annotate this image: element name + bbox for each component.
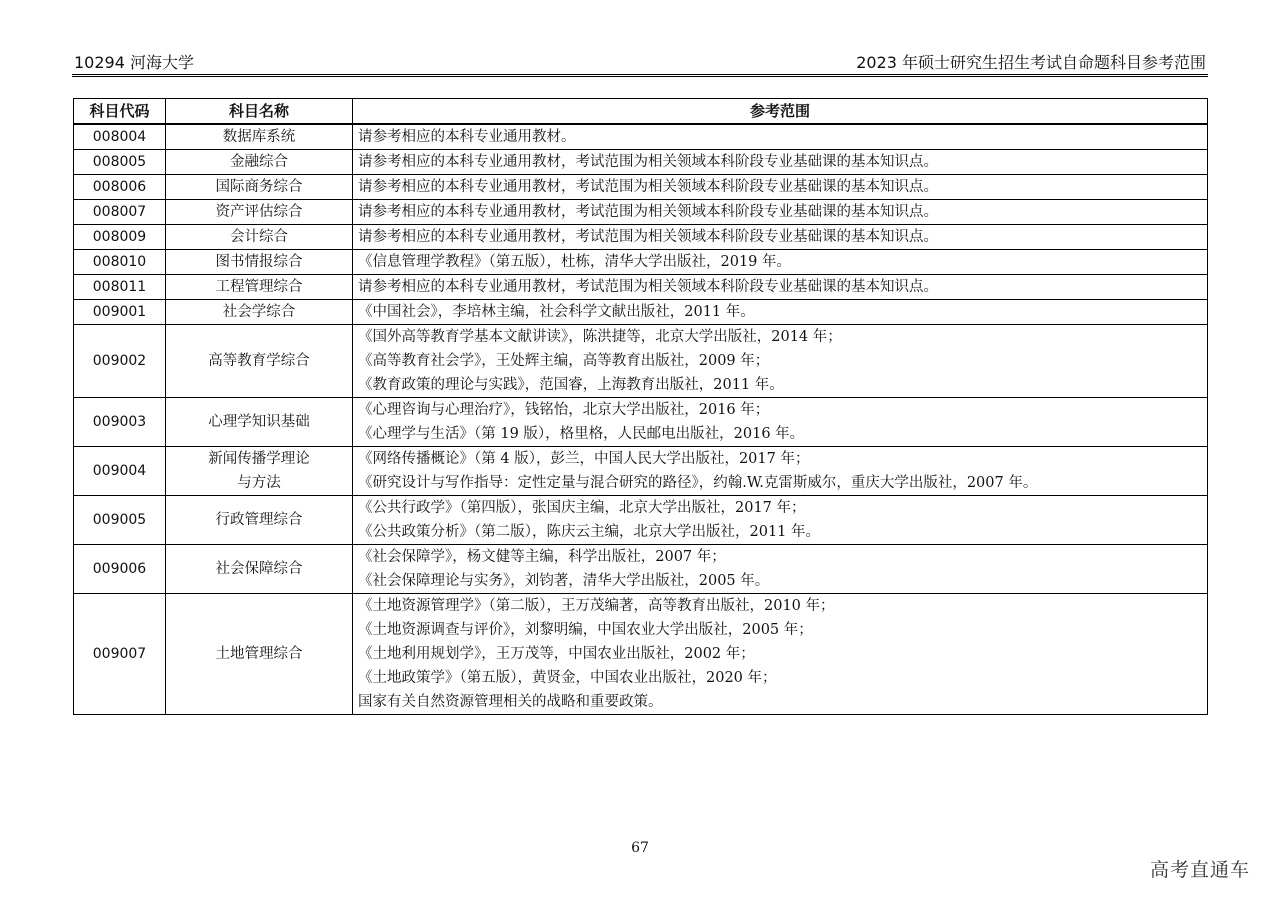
reference-line: 请参考相应的本科专业通用教材，考试范围为相关领域本科阶段专业基础课的基本知识点。 — [358, 204, 938, 220]
table-row — [74, 250, 1208, 275]
subject-code-cell: 009003 — [74, 398, 166, 447]
table-row — [74, 200, 1208, 225]
reference-table — [73, 98, 1208, 715]
reference-cell — [353, 124, 1208, 150]
subject-code-cell: 008010 — [74, 250, 166, 275]
reference-cell — [353, 150, 1208, 175]
subject-name-line: 国际商务综合 — [215, 179, 303, 195]
subject-name-line: 行政管理综合 — [215, 512, 303, 528]
table-row — [74, 300, 1208, 325]
subject-code-cell: 008011 — [74, 275, 166, 300]
reference-cell — [353, 545, 1208, 594]
subject-name-cell — [166, 325, 353, 398]
table-row — [74, 150, 1208, 175]
reference-line: 《高等教育社会学》，王处辉主编，高等教育出版社，2009 年； — [358, 353, 770, 369]
reference-cell — [353, 200, 1208, 225]
subject-name-cell — [166, 225, 353, 250]
column-header-reference: 参考范围 — [353, 99, 1208, 125]
reference-cell — [353, 447, 1208, 496]
watermark-text: 高考直通车 — [1149, 859, 1250, 881]
subject-name-line: 金融综合 — [230, 154, 288, 170]
reference-line: 《社会保障学》，杨文健等主编，科学出版社，2007 年； — [358, 549, 726, 565]
subject-name-line: 社会保障综合 — [215, 561, 303, 577]
subject-name-cell — [166, 594, 353, 715]
table-row — [74, 496, 1208, 545]
reference-cell — [353, 398, 1208, 447]
subject-name-line: 资产评估综合 — [215, 204, 303, 220]
subject-name-line: 新闻传播学理论 — [208, 451, 310, 467]
reference-cell — [353, 175, 1208, 200]
subject-code-cell: 008007 — [74, 200, 166, 225]
table-row — [74, 275, 1208, 300]
subject-code-cell: 009005 — [74, 496, 166, 545]
table-row — [74, 545, 1208, 594]
reference-line: 《中国社会》，李培林主编，社会科学文献出版社，2011 年。 — [358, 304, 755, 320]
table-row — [74, 175, 1208, 200]
subject-code-cell: 009004 — [74, 447, 166, 496]
subject-code-cell: 008005 — [74, 150, 166, 175]
table-header-row — [74, 99, 1208, 125]
table-row — [74, 225, 1208, 250]
page-number: 67 — [631, 840, 649, 856]
table-row — [74, 124, 1208, 150]
subject-name-cell — [166, 124, 353, 150]
subject-name-cell — [166, 200, 353, 225]
subject-name-cell — [166, 496, 353, 545]
reference-cell — [353, 594, 1208, 715]
reference-line: 请参考相应的本科专业通用教材。 — [358, 129, 576, 145]
reference-line: 《公共行政学》（第四版），张国庆主编，北京大学出版社，2017 年； — [358, 500, 806, 516]
table-row — [74, 325, 1208, 398]
reference-line: 《土地资源管理学》（第二版），王万茂编著，高等教育出版社，2010 年； — [358, 598, 835, 614]
subject-name-cell — [166, 275, 353, 300]
reference-line: 请参考相应的本科专业通用教材，考试范围为相关领域本科阶段专业基础课的基本知识点。 — [358, 154, 938, 170]
reference-line: 国家有关自然资源管理相关的战略和重要政策。 — [358, 694, 663, 710]
reference-line: 《公共政策分析》（第二版），陈庆云主编，北京大学出版社，2011 年。 — [358, 524, 821, 540]
column-header-name: 科目名称 — [166, 99, 353, 125]
subject-code-cell: 009001 — [74, 300, 166, 325]
subject-name-line: 高等教育学综合 — [208, 353, 310, 369]
subject-name-line: 图书情报综合 — [215, 254, 303, 270]
reference-line: 《教育政策的理论与实践》，范国睿，上海教育出版社，2011 年。 — [358, 377, 784, 393]
column-header-code: 科目代码 — [74, 99, 166, 125]
reference-line: 《信息管理学教程》（第五版），杜栋，清华大学出版社，2019 年。 — [358, 254, 792, 270]
table-row — [74, 398, 1208, 447]
reference-line: 《心理学与生活》（第 19 版），格里格，人民邮电出版社，2016 年。 — [358, 426, 805, 442]
subject-name-cell — [166, 545, 353, 594]
reference-line: 《土地利用规划学》，王万茂等，中国农业出版社，2002 年； — [358, 646, 755, 662]
reference-cell — [353, 225, 1208, 250]
reference-cell — [353, 325, 1208, 398]
subject-name-cell — [166, 175, 353, 200]
subject-name-cell — [166, 447, 353, 496]
subject-code-cell: 008009 — [74, 225, 166, 250]
header-institution: 10294 河海大学 — [74, 53, 194, 72]
reference-cell — [353, 300, 1208, 325]
reference-line: 《土地政策学》（第五版），黄贤金，中国农业出版社，2020 年； — [358, 670, 777, 686]
table-row — [74, 447, 1208, 496]
reference-line: 请参考相应的本科专业通用教材，考试范围为相关领域本科阶段专业基础课的基本知识点。 — [358, 279, 938, 295]
subject-name-cell — [166, 150, 353, 175]
header-rule — [72, 74, 1208, 77]
subject-code-cell: 009006 — [74, 545, 166, 594]
subject-name-cell — [166, 250, 353, 275]
header-document-title: 2023 年硕士研究生招生考试自命题科目参考范围 — [856, 53, 1206, 72]
subject-name-line: 社会学综合 — [222, 304, 296, 320]
reference-line: 《土地资源调查与评价》，刘黎明编，中国农业大学出版社，2005 年； — [358, 622, 813, 638]
subject-name-line: 数据库系统 — [222, 129, 296, 145]
reference-line: 《社会保障理论与实务》，刘钧著，清华大学出版社，2005 年。 — [358, 573, 770, 589]
reference-line: 请参考相应的本科专业通用教材，考试范围为相关领域本科阶段专业基础课的基本知识点。 — [358, 179, 938, 195]
subject-name-line: 工程管理综合 — [215, 279, 303, 295]
reference-cell — [353, 496, 1208, 545]
subject-name-cell — [166, 398, 353, 447]
reference-line: 请参考相应的本科专业通用教材，考试范围为相关领域本科阶段专业基础课的基本知识点。 — [358, 229, 938, 245]
subject-code-cell: 008004 — [74, 124, 166, 150]
reference-line: 《心理咨询与心理治疗》，钱铭怡，北京大学出版社，2016 年； — [358, 402, 770, 418]
reference-cell — [353, 275, 1208, 300]
subject-name-line: 会计综合 — [230, 229, 288, 245]
subject-code-cell: 008006 — [74, 175, 166, 200]
reference-line: 《研究设计与写作指导：定性定量与混合研究的路径》，约翰.W.克雷斯威尔，重庆大学出版社，2007 年。 — [358, 475, 1038, 491]
reference-line: 《网络传播概论》（第 4 版），彭兰，中国人民大学出版社，2017 年； — [358, 451, 810, 467]
subject-name-line: 心理学知识基础 — [208, 414, 310, 430]
subject-name-cell — [166, 300, 353, 325]
subject-name-line: 与方法 — [237, 475, 281, 491]
reference-line: 《国外高等教育学基本文献讲读》，陈洪捷等，北京大学出版社，2014 年； — [358, 329, 842, 345]
subject-code-cell: 009007 — [74, 594, 166, 715]
reference-cell — [353, 250, 1208, 275]
table-row — [74, 594, 1208, 715]
subject-code-cell: 009002 — [74, 325, 166, 398]
subject-name-line: 土地管理综合 — [215, 646, 303, 662]
